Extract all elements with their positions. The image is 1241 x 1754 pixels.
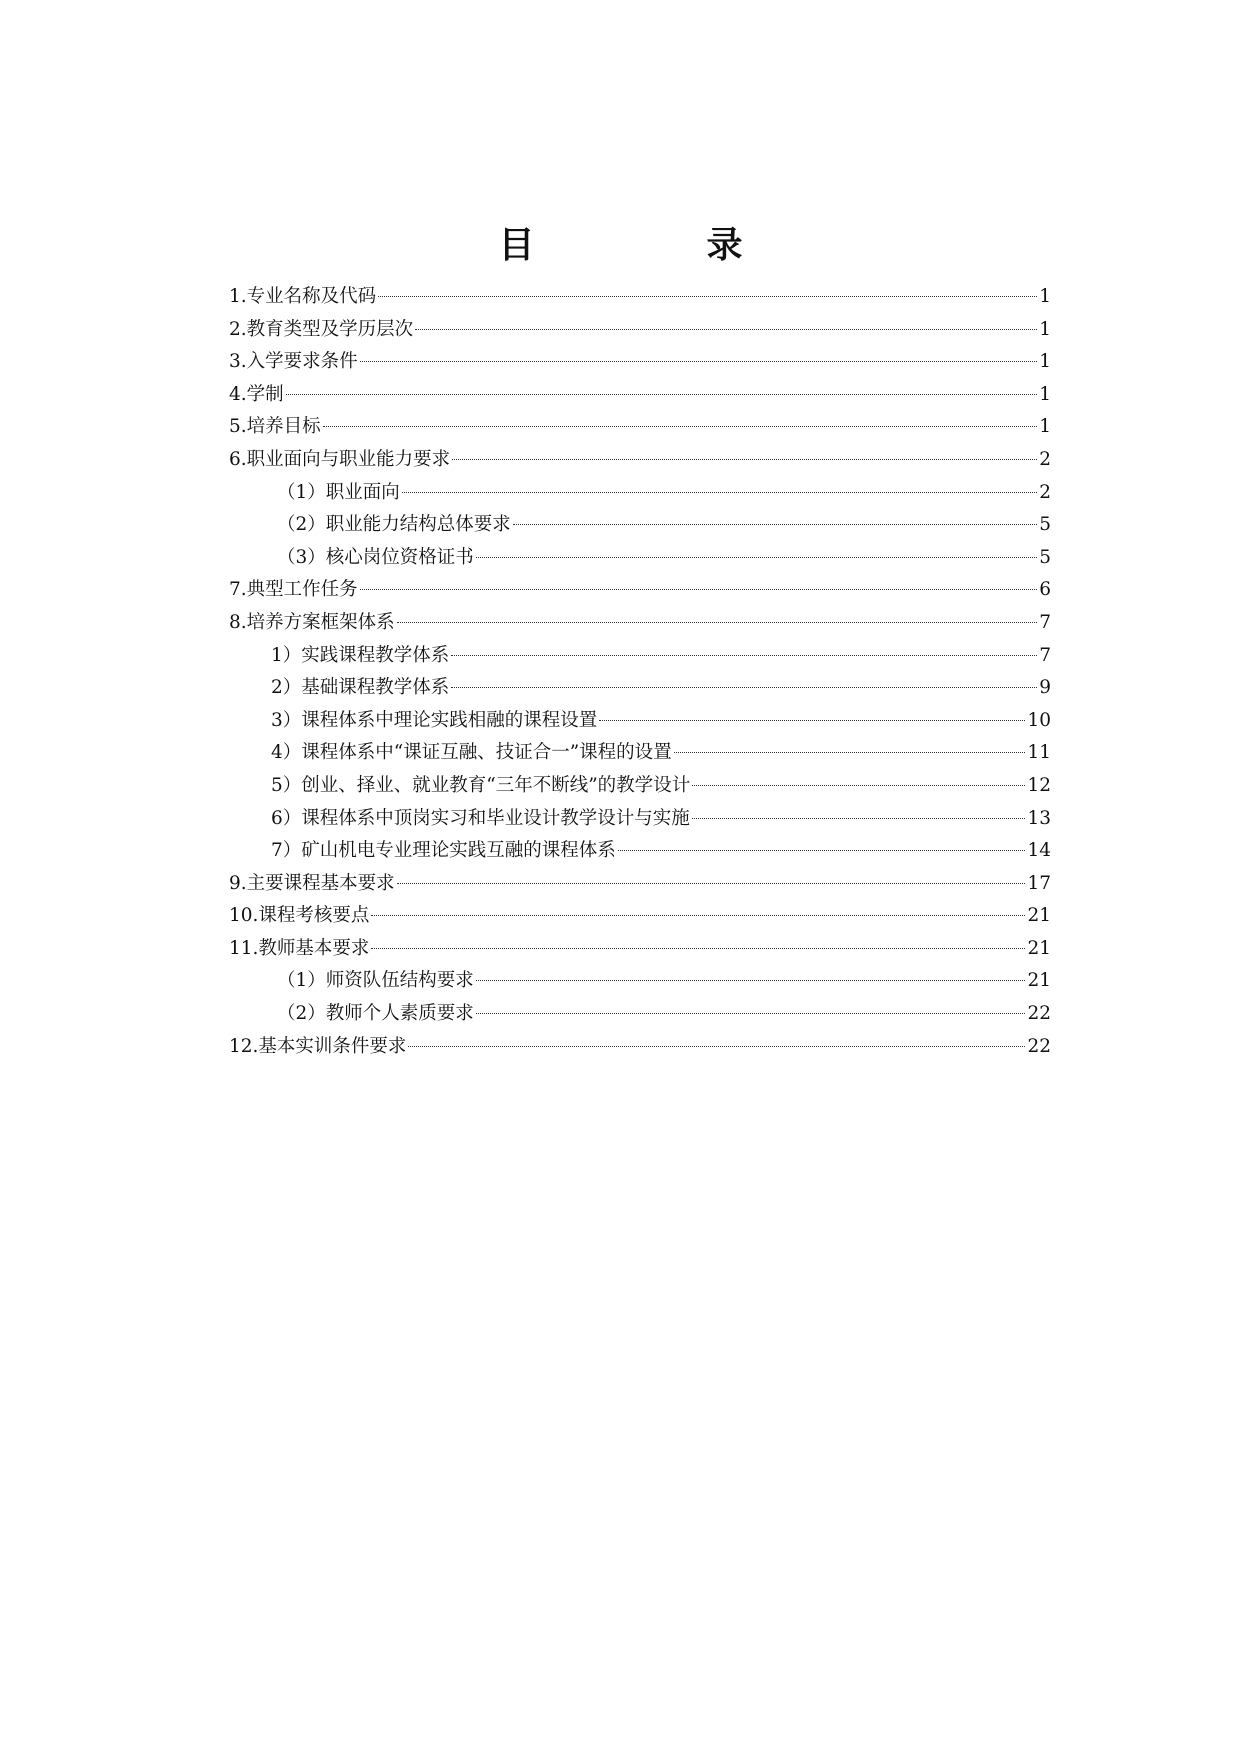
toc-entry-text: 5.培养目标: [229, 416, 321, 438]
toc-leader-dots: [476, 557, 1037, 558]
toc-entry-page: 7: [1039, 611, 1051, 633]
toc-entry-text: （1）师资队伍结构要求: [277, 970, 474, 992]
toc-entry-page: 14: [1027, 840, 1051, 862]
toc-subentry[interactable]: [229, 705, 1051, 738]
toc-leader-dots: [599, 720, 1025, 721]
toc-subentry[interactable]: [229, 640, 1051, 673]
toc-leader-dots: [451, 687, 1037, 688]
toc-entry-text: （2）教师个人素质要求: [277, 1003, 474, 1025]
toc-entry-page: 7: [1039, 644, 1051, 666]
toc-subentry[interactable]: [229, 998, 1051, 1031]
toc-entry[interactable]: [229, 933, 1051, 966]
toc-subentry[interactable]: [229, 770, 1051, 803]
toc-entry-text: （3）核心岗位资格证书: [277, 546, 474, 568]
toc-entry-page: 9: [1039, 677, 1051, 699]
toc-leader-dots: [451, 655, 1037, 656]
toc-leader-dots: [371, 948, 1025, 949]
toc-leader-dots: [692, 785, 1025, 786]
toc-entry-page: 2: [1039, 481, 1051, 503]
toc-leader-dots: [360, 589, 1038, 590]
toc-entry-text: 12.基本实训条件要求: [229, 1035, 407, 1057]
toc-entry-page: 1: [1039, 351, 1051, 373]
toc-entry-text: 2.教育类型及学历层次: [229, 318, 414, 340]
toc-entry-text: 2）基础课程教学体系: [271, 677, 450, 699]
toc-entry[interactable]: [229, 379, 1051, 412]
toc-entry-text: 5）创业、择业、就业教育“三年不断线”的教学设计: [271, 774, 691, 796]
toc-entry-text: 3.入学要求条件: [229, 351, 358, 373]
toc-subentry[interactable]: [229, 737, 1051, 770]
toc-entry-text: 4）课程体系中“课证互融、技证合一”课程的设置: [271, 742, 672, 764]
toc-entry-page: 13: [1027, 807, 1051, 829]
toc-entry-page: 5: [1039, 514, 1051, 536]
toc-leader-dots: [371, 915, 1025, 916]
toc-leader-dots: [360, 361, 1038, 362]
toc-subentry[interactable]: [229, 477, 1051, 510]
toc-entry-page: 1: [1039, 416, 1051, 438]
toc-entry-text: 7）矿山机电专业理论实践互融的课程体系: [271, 840, 616, 862]
toc-entry-page: 12: [1027, 774, 1051, 796]
toc-entry-page: 1: [1039, 383, 1051, 405]
toc-entry[interactable]: [229, 900, 1051, 933]
toc-entry-page: 21: [1027, 970, 1051, 992]
toc-entry[interactable]: [229, 607, 1051, 640]
toc-leader-dots: [513, 524, 1037, 525]
toc-leader-dots: [402, 492, 1037, 493]
toc-leader-dots: [476, 980, 1026, 981]
toc-title: 目 录: [498, 225, 811, 266]
toc-leader-dots: [408, 1046, 1025, 1047]
toc-entry[interactable]: [229, 346, 1051, 379]
toc-entry-page: 10: [1027, 709, 1051, 731]
toc-entry-page: 22: [1027, 1003, 1051, 1025]
toc-entry-text: （2）职业能力结构总体要求: [277, 514, 511, 536]
toc-entry-page: 6: [1039, 579, 1051, 601]
toc-subentry[interactable]: [229, 542, 1051, 575]
toc-subentry[interactable]: [229, 835, 1051, 868]
toc-leader-dots: [618, 850, 1026, 851]
toc-leader-dots: [415, 329, 1037, 330]
toc-entry[interactable]: [229, 868, 1051, 901]
toc-leader-dots: [286, 394, 1038, 395]
toc-entry-text: 6.职业面向与职业能力要求: [229, 448, 451, 470]
toc-entry-text: 11.教师基本要求: [229, 937, 370, 959]
toc-entry[interactable]: [229, 574, 1051, 607]
toc-entry-text: 9.主要课程基本要求: [229, 872, 395, 894]
toc-leader-dots: [378, 296, 1037, 297]
toc-leader-dots: [674, 752, 1026, 753]
toc-leader-dots: [476, 1013, 1026, 1014]
toc-entry[interactable]: [229, 314, 1051, 347]
toc-leader-dots: [323, 426, 1038, 427]
toc-leader-dots: [397, 883, 1026, 884]
toc-subentry[interactable]: [229, 965, 1051, 998]
toc-entry-page: 21: [1027, 905, 1051, 927]
toc-entry-page: 17: [1027, 872, 1051, 894]
toc-entry-page: 21: [1027, 937, 1051, 959]
toc-entry-text: （1）职业面向: [277, 481, 400, 503]
toc-entry-page: 5: [1039, 546, 1051, 568]
toc-entry-page: 2: [1039, 448, 1051, 470]
toc-entry-page: 1: [1039, 318, 1051, 340]
toc-entry-text: 3）课程体系中理论实践相融的课程设置: [271, 709, 598, 731]
toc-subentry[interactable]: [229, 509, 1051, 542]
toc-subentry[interactable]: [229, 803, 1051, 836]
toc-entry-text: 10.课程考核要点: [229, 905, 370, 927]
toc-entry-page: 1: [1039, 286, 1051, 307]
toc-leader-dots: [452, 459, 1037, 460]
toc-entry-text: 1）实践课程教学体系: [271, 644, 450, 666]
toc-entry-text: 8.培养方案框架体系: [229, 611, 395, 633]
toc-entry-text: 1.专业名称及代码: [229, 286, 377, 307]
toc-entry-text: 4.学制: [229, 383, 284, 405]
toc-entry[interactable]: [229, 411, 1051, 444]
toc-entry-page: 11: [1027, 742, 1051, 764]
toc-entry[interactable]: [229, 1031, 1051, 1064]
toc-subentry[interactable]: [229, 672, 1051, 705]
toc-list: [229, 281, 1051, 1063]
toc-leader-dots: [692, 818, 1026, 819]
toc-entry-page: 22: [1027, 1035, 1051, 1057]
toc-entry-text: 7.典型工作任务: [229, 579, 358, 601]
toc-entry-text: 6）课程体系中顶岗实习和毕业设计教学设计与实施: [271, 807, 690, 829]
toc-entry[interactable]: [229, 444, 1051, 477]
toc-leader-dots: [397, 622, 1038, 623]
toc-entry[interactable]: [229, 281, 1051, 314]
